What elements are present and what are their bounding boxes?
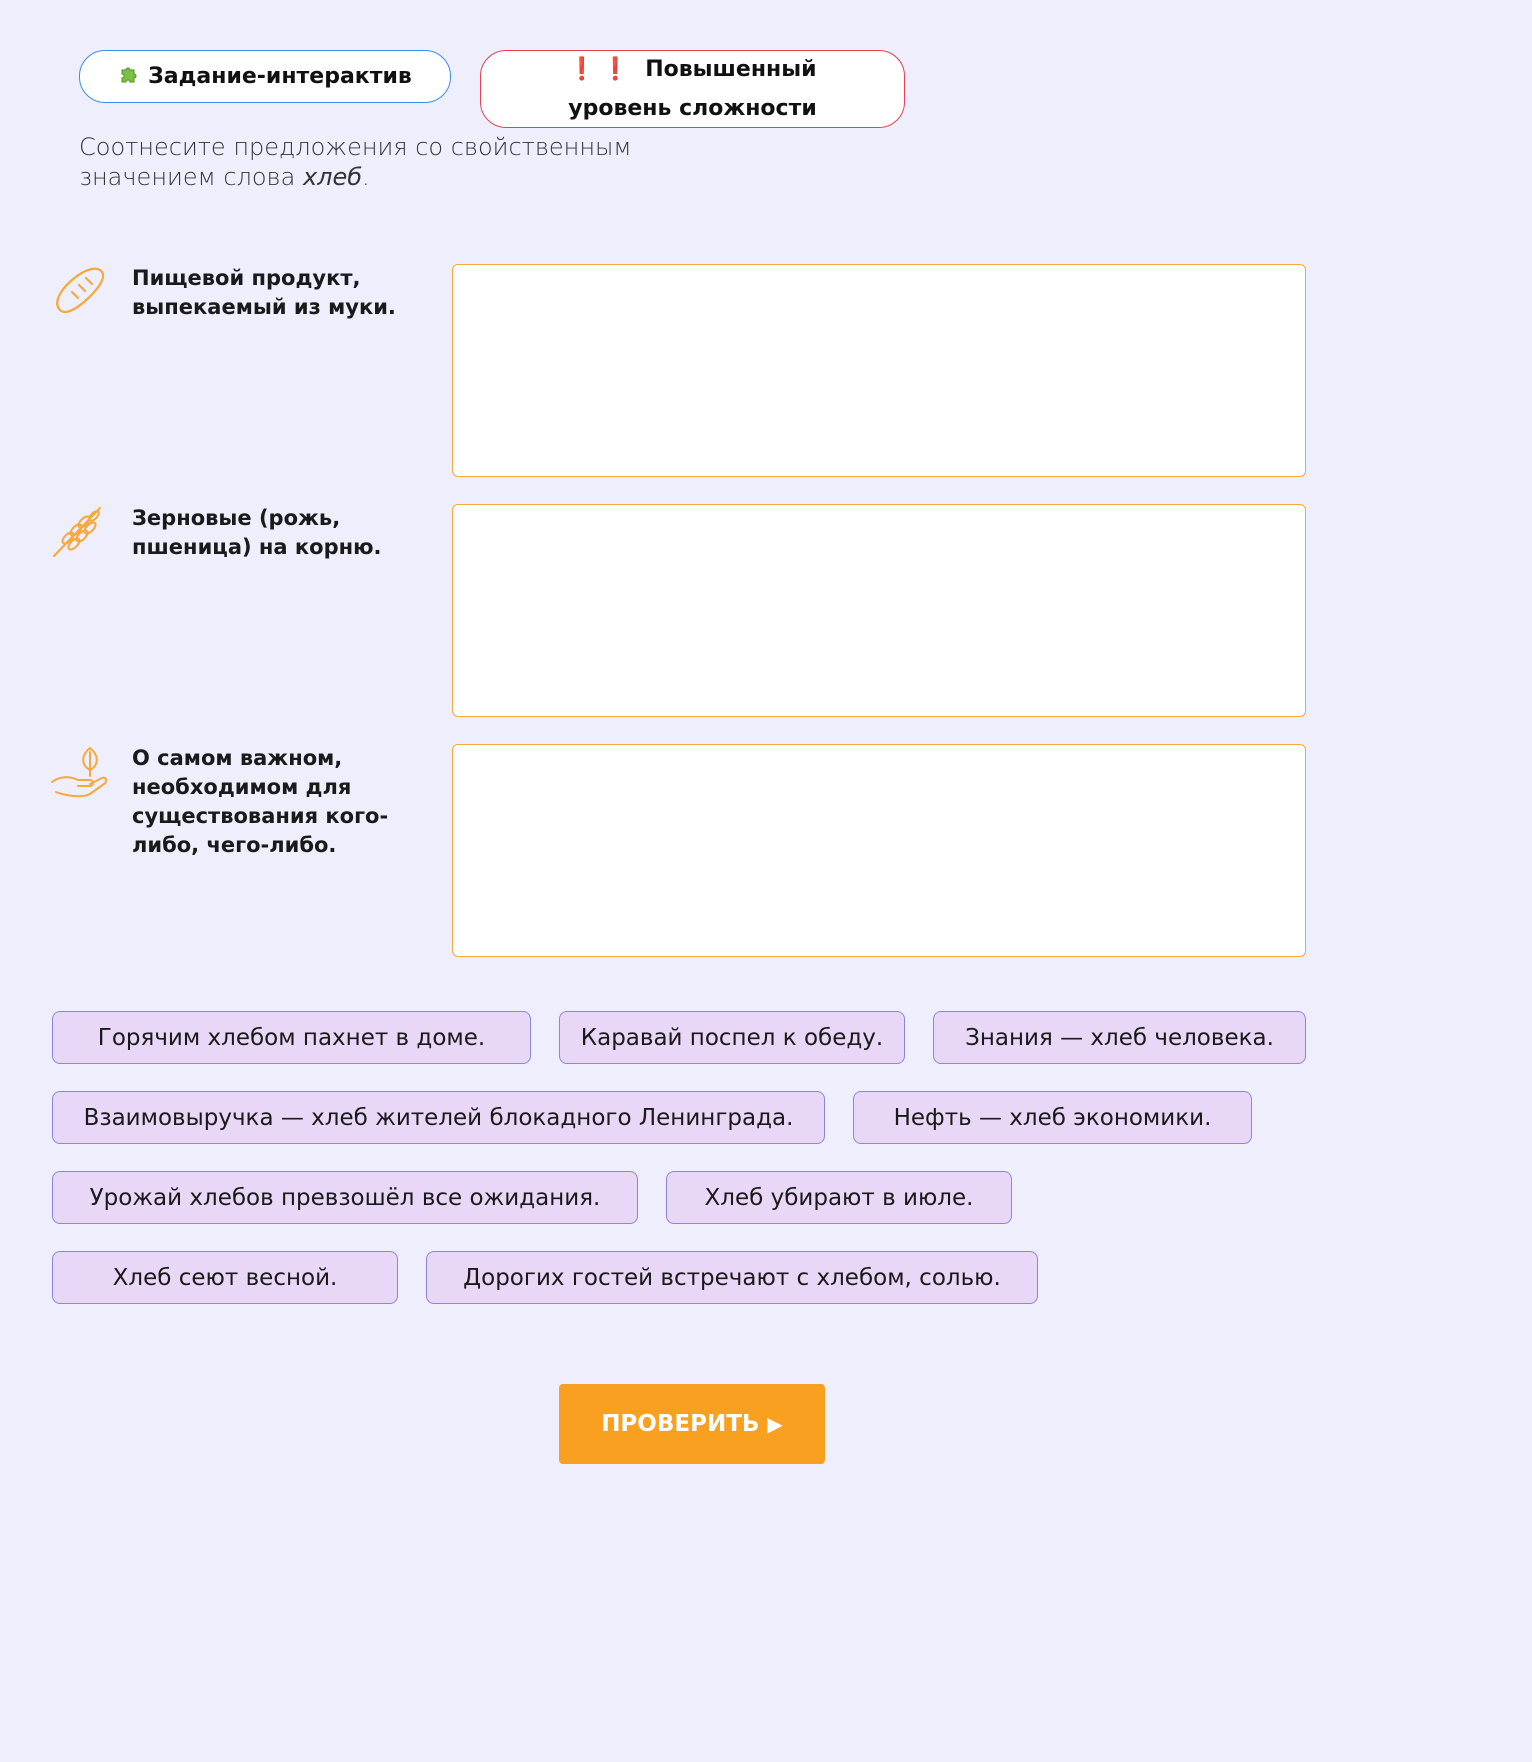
drop-zone-2[interactable] (452, 504, 1306, 717)
check-button-label: ПРОВЕРИТЬ (601, 1411, 760, 1437)
sentence-chip[interactable]: Взаимовыручка — хлеб жителей блокадного Ленинграда. (52, 1091, 825, 1144)
puzzle-icon (118, 62, 142, 92)
check-button[interactable] (559, 1384, 825, 1464)
play-arrow-icon: ▶ (767, 1412, 783, 1436)
wheat-icon (50, 502, 108, 560)
drop-zone-1[interactable] (452, 264, 1306, 477)
difficulty-label: Повышенный уровень сложности (568, 57, 817, 121)
sentence-chip[interactable]: Горячим хлебом пахнет в доме. (52, 1011, 531, 1064)
instruction-emphasis: хлеб (302, 163, 363, 191)
drop-zone-3[interactable] (452, 744, 1306, 957)
sentence-chip[interactable]: Хлеб убирают в июле. (666, 1171, 1012, 1224)
sentence-chip[interactable]: Хлеб сеют весной. (52, 1251, 398, 1304)
task-type-badge (79, 50, 451, 103)
sentence-chip[interactable]: Каравай поспел к обеду. (559, 1011, 905, 1064)
task-type-label: Задание-интерактив (148, 64, 412, 89)
meaning-label-2: Зерновые (рожь, пшеница) на корню. (132, 506, 382, 559)
sentence-chip[interactable]: Нефть — хлеб экономики. (853, 1091, 1252, 1144)
meaning-label-1: Пищевой продукт, выпекаемый из муки. (132, 266, 396, 319)
exclamation-icon: ❗❗ (568, 57, 636, 82)
meaning-label-3: О самом важном, необходимом для существования кого-либо, чего-либо. (132, 746, 389, 857)
sentence-chip[interactable]: Урожай хлебов превзошёл все ожидания. (52, 1171, 638, 1224)
bread-icon (50, 262, 108, 320)
sentence-chip[interactable]: Знания — хлеб человека. (933, 1011, 1306, 1064)
difficulty-badge (480, 50, 905, 128)
sentence-chip[interactable]: Дорогих гостей встречают с хлебом, солью. (426, 1251, 1038, 1304)
hand-sprout-icon (50, 742, 108, 800)
task-instruction: Соотнесите предложения со свойственным значением слова хлеб. (79, 133, 632, 191)
